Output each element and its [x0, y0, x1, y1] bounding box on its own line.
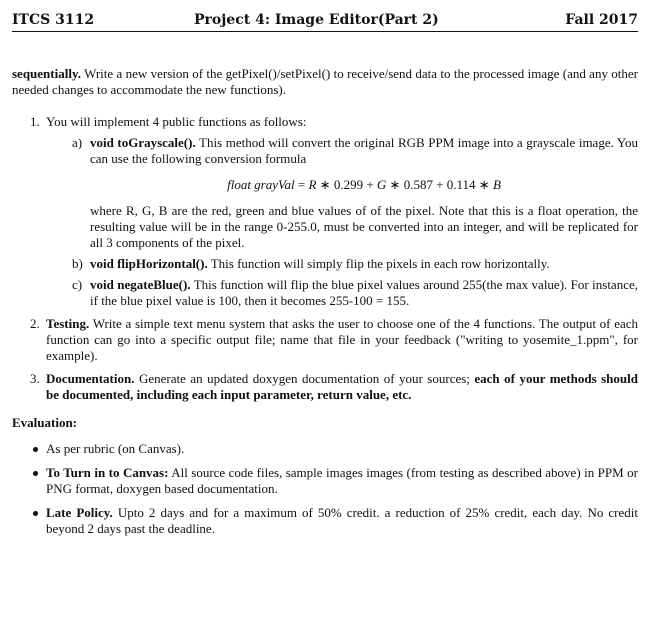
evaluation-text: All source code files, sample images images (from testing as described above) in PPM or PNG format, doxygen based documentation.: [46, 465, 638, 496]
subtask-text: This function will flip the blue pixel values around 255(the max value). For instance, if the blue pixel value is 100, then it becomes 255-100 = 155.: [90, 277, 638, 308]
intro-lead: sequentially.: [12, 66, 81, 81]
bullet-icon: [33, 447, 38, 452]
evaluation-heading-text: To Turn in to Canvas:: [46, 465, 169, 480]
intro-paragraph: [12, 66, 638, 98]
subtask-c: [46, 277, 638, 309]
page-header: [12, 10, 638, 32]
conversion-formula: float grayVal = R ∗ 0.299 + G ∗ 0.587 + 0.114 ∗ B: [227, 177, 501, 192]
task-item-1: [30, 114, 638, 309]
task-heading: Documentation.: [46, 371, 135, 386]
evaluation-item: [32, 441, 638, 457]
subtask-label: a): [72, 135, 83, 150]
subtask-method: void negateBlue().: [90, 277, 191, 292]
subtask-text: This function will simply flip the pixels in each row horizontally.: [207, 256, 550, 271]
task-item-2: [30, 316, 638, 364]
evaluation-text: As per rubric (on Canvas).: [46, 441, 185, 456]
task-number: 3.: [30, 371, 40, 386]
task-text: You will implement 4 public functions as follows:: [46, 114, 307, 129]
task-list: [30, 114, 638, 403]
evaluation-heading: Evaluation:: [12, 415, 78, 430]
task-emphasis: each of your methods should be documented, including each input parameter, return value, etc.: [46, 371, 638, 402]
evaluation-text: Upto 2 days and for a maximum of 50% credit. a reduction of 25% credit, each day. No credit beyond 2 days past the deadline.: [46, 505, 638, 536]
document-body: [12, 66, 638, 545]
task-heading: Testing.: [46, 316, 90, 331]
subtask-label: c): [72, 277, 83, 292]
task-item-3: [30, 371, 638, 403]
subtask-label: b): [72, 256, 83, 271]
header-rule: [12, 31, 638, 32]
subtask-b: [46, 256, 638, 272]
task-text: Write a simple text menu system that asks the user to choose one of the 4 functions. The output of each function can go into a specific output file; name that file in your feedback ("writing to yosemite_1.ppm", for example).: [46, 316, 638, 363]
subtask-text: This method will convert the original RGB PPM image into a grayscale image. You can use the following conversion formula: [90, 135, 639, 166]
task-text: Generate an updated doxygen documentation of your sources;: [134, 371, 475, 386]
subtask-a: [46, 135, 638, 251]
task-number: 2.: [30, 316, 40, 331]
evaluation-item: [32, 505, 638, 537]
intro-text: Write a new version of the getPixel()/setPixel() to receive/send data to the processed image (and any other needed changes to accommodate the new functions).: [12, 66, 638, 97]
subtask-method: void toGrayscale().: [90, 135, 196, 150]
formula-note: where R, G, B are the red, green and blue values of of the pixel. Note that this is a float operation, the resulting value will be in the range 0-255.0, must be converted into an integer, and will be replicated for all 3 components of the pixel.: [90, 203, 638, 250]
evaluation-list: [32, 441, 638, 537]
bullet-icon: [33, 511, 38, 516]
task-number: 1.: [30, 114, 40, 129]
subtask-method: void flipHorizontal().: [90, 256, 208, 271]
course-code: ITCS 3112: [12, 12, 95, 28]
bullet-icon: [33, 471, 38, 476]
evaluation-item: [32, 465, 638, 497]
evaluation-heading-text: Late Policy.: [46, 505, 113, 520]
term: Fall 2017: [565, 12, 638, 28]
project-title: Project 4: Image Editor(Part 2): [194, 12, 439, 28]
